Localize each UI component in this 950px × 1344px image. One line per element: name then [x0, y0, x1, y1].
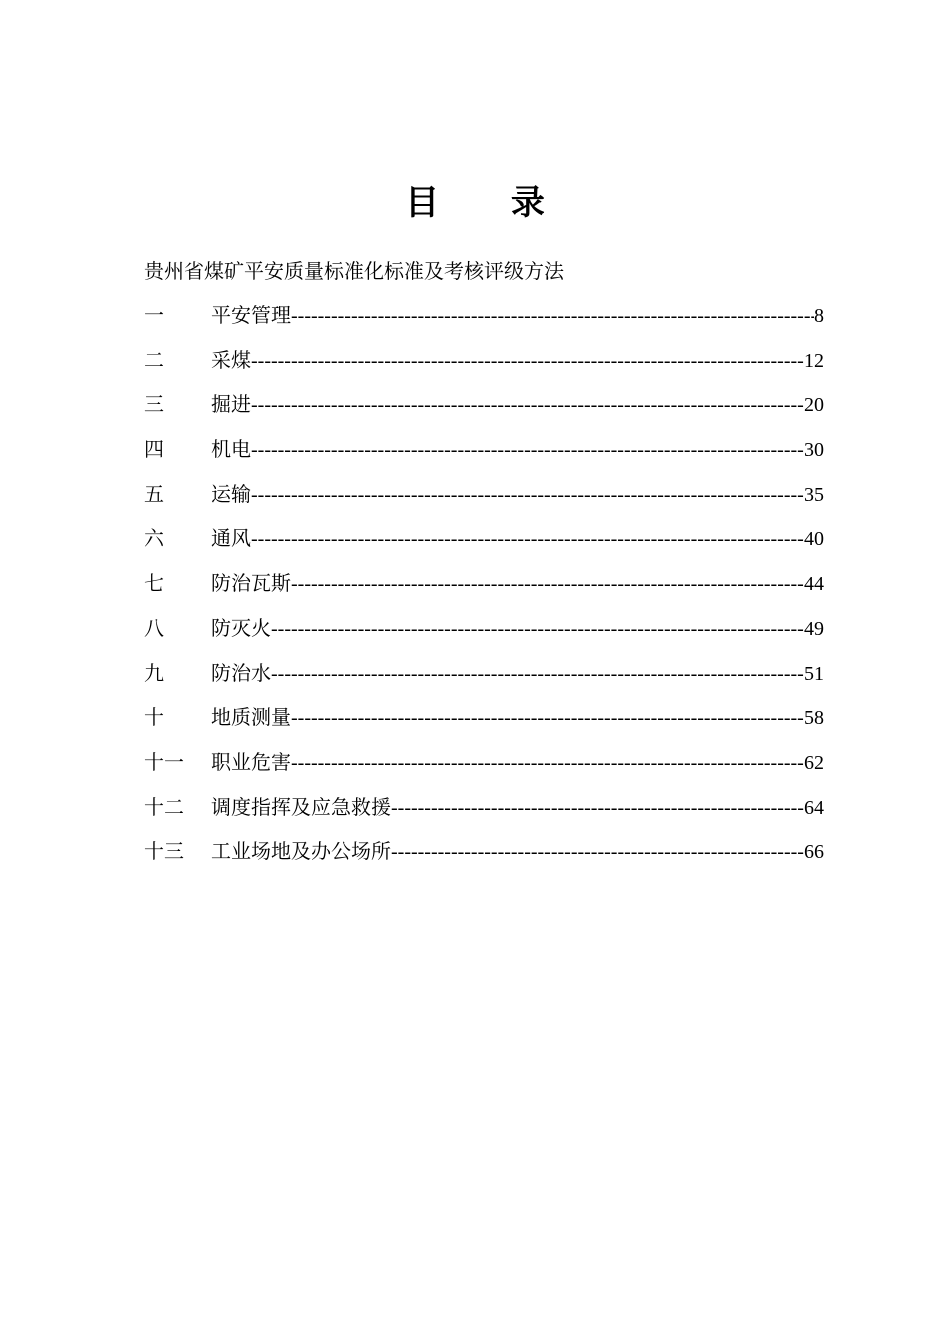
- toc-entry-label: 防治水: [211, 660, 271, 685]
- toc-entry-page: 40: [804, 528, 824, 551]
- toc-entry-number: 一: [144, 303, 164, 327]
- toc-dot-leader: [291, 301, 814, 331]
- toc-entry-page: 35: [804, 483, 824, 506]
- toc-entry-page: 51: [804, 662, 824, 685]
- toc-entry-number: 十二: [144, 794, 184, 819]
- toc-entry-number: 九: [144, 660, 164, 685]
- toc-entry-label: 掘进: [211, 392, 251, 417]
- toc-entry-number: 六: [144, 526, 164, 551]
- toc-entry-page: 66: [804, 841, 824, 864]
- toc-entry-label: 工业场地及办公场所: [211, 839, 391, 864]
- toc-dot-leader: [251, 435, 804, 465]
- toc-entry-number: 十: [144, 705, 164, 730]
- toc-entry[interactable]: [144, 613, 824, 658]
- toc-entry-page: 58: [804, 707, 824, 730]
- toc-dot-leader: [291, 569, 804, 599]
- toc-entry-number: 七: [144, 571, 164, 596]
- toc-dot-leader: [271, 659, 804, 689]
- toc-entry[interactable]: [144, 434, 824, 479]
- toc-entry[interactable]: [144, 836, 824, 881]
- toc-entry-label: 通风: [211, 526, 251, 551]
- toc-entry[interactable]: [144, 300, 824, 345]
- toc-entry-label: 防灭火: [211, 615, 271, 640]
- toc-dot-leader: [271, 614, 804, 644]
- toc-dot-leader: [391, 837, 804, 867]
- toc-dot-leader: [251, 346, 804, 376]
- toc-dot-leader: [251, 390, 804, 420]
- toc-entry-number: 五: [144, 481, 164, 506]
- toc-entry-number: 二: [144, 347, 164, 372]
- toc-entry-label: 地质测量: [211, 705, 291, 730]
- toc-entry-page: 64: [804, 796, 824, 819]
- toc-entry-label: 采煤: [211, 347, 251, 372]
- toc-entry-label: 职业危害: [211, 749, 291, 774]
- toc-entry-number: 三: [144, 392, 164, 417]
- toc-entry[interactable]: [144, 792, 824, 837]
- toc-dot-leader: [291, 748, 804, 778]
- toc-entry-label: 防治瓦斯: [211, 571, 291, 596]
- toc-entry-page: 12: [804, 349, 824, 372]
- toc-entry-page: 44: [804, 573, 824, 596]
- toc-entry[interactable]: [144, 523, 824, 568]
- toc-entry-label: 运输: [211, 481, 251, 506]
- toc-list: [144, 300, 824, 881]
- toc-entry-number: 八: [144, 615, 164, 640]
- toc-entry-label: 机电: [211, 437, 251, 462]
- toc-entry-label: 调度指挥及应急救援: [211, 794, 391, 819]
- toc-entry[interactable]: [144, 568, 824, 613]
- toc-entry[interactable]: [144, 479, 824, 524]
- toc-dot-leader: [251, 480, 804, 510]
- toc-entry[interactable]: [144, 702, 824, 747]
- toc-entry-label: 平安管理: [211, 303, 291, 327]
- toc-entry-page: 8: [814, 305, 824, 327]
- toc-entry-number: 十三: [144, 839, 184, 864]
- toc-entry-page: 62: [804, 751, 824, 774]
- toc-dot-leader: [291, 703, 804, 733]
- toc-dot-leader: [391, 793, 804, 823]
- document-subtitle: 贵州省煤矿平安质量标准化标准及考核评级方法: [144, 259, 564, 283]
- toc-entry[interactable]: [144, 389, 824, 434]
- toc-entry[interactable]: [144, 747, 824, 792]
- toc-entry-page: 20: [804, 394, 824, 417]
- toc-entry-number: 十一: [144, 749, 184, 774]
- toc-entry-page: 30: [804, 439, 824, 462]
- page-title: 目 录: [405, 183, 575, 223]
- toc-dot-leader: [251, 524, 804, 554]
- toc-entry-number: 四: [144, 437, 164, 462]
- toc-entry[interactable]: [144, 345, 824, 390]
- toc-entry[interactable]: [144, 658, 824, 703]
- toc-entry-page: 49: [804, 617, 824, 640]
